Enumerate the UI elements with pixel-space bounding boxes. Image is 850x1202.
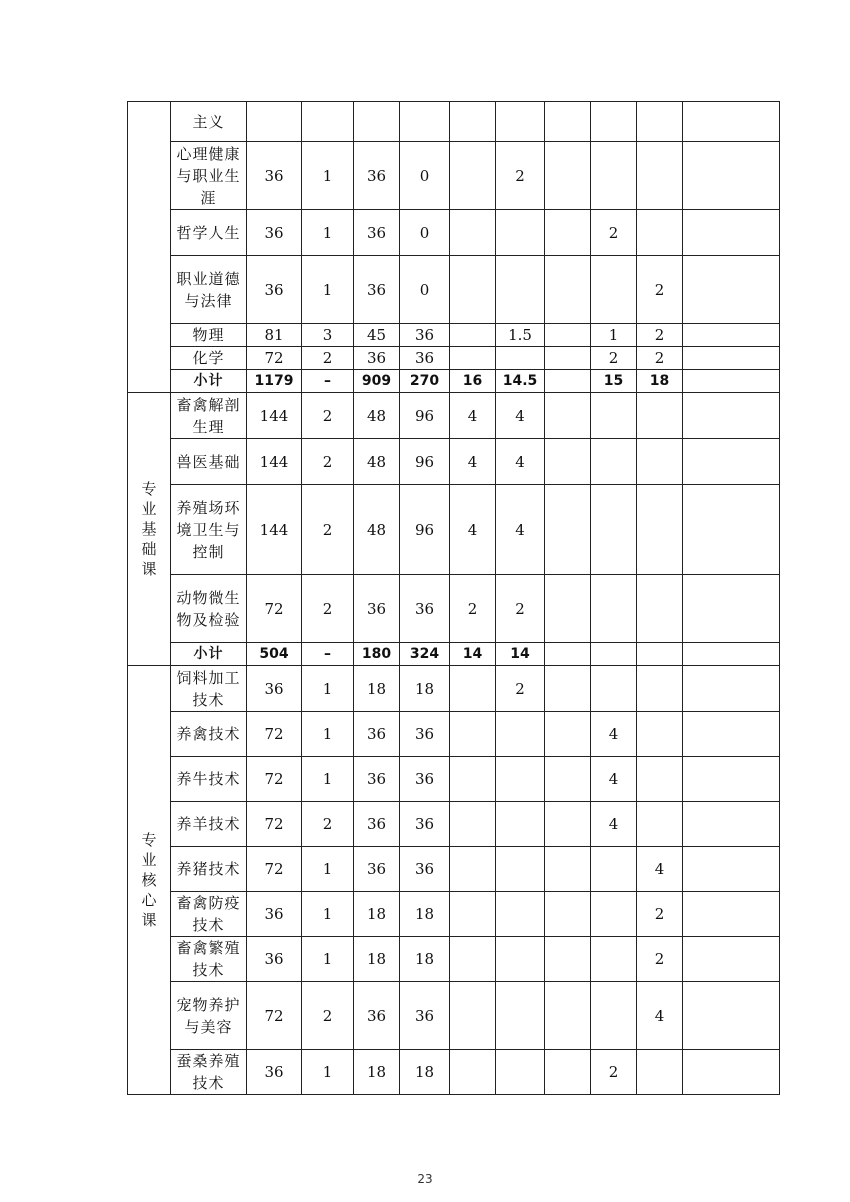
value-cell: 36 [400,982,450,1050]
value-cell [683,847,780,892]
value-cell: 0 [400,210,450,256]
value-cell: 2 [591,347,637,370]
value-cell [591,485,637,575]
value-cell [637,1050,683,1095]
value-cell [637,712,683,757]
value-cell: 36 [247,210,302,256]
value-cell: 36 [354,575,400,643]
value-cell [637,802,683,847]
value-cell [496,982,545,1050]
empty-cell [545,439,591,485]
value-cell: 4 [450,439,496,485]
table-row [128,142,780,210]
empty-cell [545,892,591,937]
course-name: 蚕桑养殖技术 [171,1050,247,1095]
value-cell [496,1050,545,1095]
value-cell [496,210,545,256]
value-cell: 36 [400,802,450,847]
value-cell: 4 [637,847,683,892]
value-cell [683,757,780,802]
value-cell [450,982,496,1050]
value-cell: 36 [400,575,450,643]
category-label: 专业核心课 [141,831,157,929]
value-cell [683,142,780,210]
value-cell: 36 [400,757,450,802]
value-cell: 14.5 [496,370,545,393]
value-cell: 504 [247,643,302,666]
course-name: 畜禽防疫技术 [171,892,247,937]
value-cell: 72 [247,712,302,757]
value-cell: 16 [450,370,496,393]
value-cell: 144 [247,485,302,575]
value-cell [591,666,637,712]
value-cell: 1 [302,210,354,256]
value-cell [496,802,545,847]
table-row [128,712,780,757]
value-cell [591,937,637,982]
empty-cell [545,393,591,439]
empty-cell [545,210,591,256]
value-cell: 1 [302,256,354,324]
category-cell [128,102,171,393]
value-cell: 1 [591,324,637,347]
course-name: 动物微生物及检验 [171,575,247,643]
value-cell [683,712,780,757]
value-cell [247,102,302,142]
value-cell [637,210,683,256]
value-cell: 2 [637,324,683,347]
category-cell [128,666,171,1095]
value-cell: 4 [496,393,545,439]
value-cell [400,102,450,142]
value-cell [683,643,780,666]
curriculum-table [127,101,780,1095]
value-cell: 45 [354,324,400,347]
value-cell: 36 [354,712,400,757]
value-cell: 1 [302,847,354,892]
value-cell: 72 [247,757,302,802]
empty-cell [545,982,591,1050]
value-cell: 2 [591,210,637,256]
value-cell: 2 [302,485,354,575]
value-cell [637,439,683,485]
value-cell [683,102,780,142]
table-row [128,982,780,1050]
value-cell: 36 [247,142,302,210]
value-cell: 36 [400,324,450,347]
value-cell: – [302,370,354,393]
value-cell: 2 [637,347,683,370]
course-name: 养禽技术 [171,712,247,757]
value-cell [496,757,545,802]
value-cell: 96 [400,439,450,485]
value-cell [591,575,637,643]
value-cell: 36 [354,802,400,847]
value-cell: 36 [400,347,450,370]
value-cell: 4 [637,982,683,1050]
value-cell [450,102,496,142]
table-body [128,102,780,1095]
value-cell: 1 [302,712,354,757]
course-name: 养猪技术 [171,847,247,892]
subtotal-row [128,370,780,393]
value-cell: 270 [400,370,450,393]
course-name: 畜禽繁殖技术 [171,937,247,982]
value-cell: 0 [400,142,450,210]
subtotal-label: 小计 [171,370,247,393]
empty-cell [545,256,591,324]
value-cell [683,439,780,485]
value-cell [450,256,496,324]
empty-cell [545,666,591,712]
course-name: 职业道德与法律 [171,256,247,324]
value-cell: 1.5 [496,324,545,347]
value-cell: 36 [400,712,450,757]
table-row [128,347,780,370]
value-cell: 1 [302,142,354,210]
value-cell: 1 [302,666,354,712]
value-cell [591,982,637,1050]
value-cell [591,847,637,892]
value-cell: 2 [496,666,545,712]
empty-cell [545,643,591,666]
value-cell [637,757,683,802]
value-cell: 72 [247,575,302,643]
value-cell: 14 [450,643,496,666]
value-cell: 18 [354,937,400,982]
value-cell: 18 [354,666,400,712]
course-name: 宠物养护与美容 [171,982,247,1050]
table-row [128,102,780,142]
value-cell: 36 [354,256,400,324]
course-name: 畜禽解剖生理 [171,393,247,439]
value-cell: 18 [354,892,400,937]
value-cell [683,937,780,982]
value-cell: 18 [400,1050,450,1095]
value-cell: 2 [302,982,354,1050]
category-label: 专业基础课 [141,480,157,578]
value-cell [450,847,496,892]
value-cell: 2 [637,892,683,937]
empty-cell [545,370,591,393]
value-cell: 36 [247,937,302,982]
value-cell [637,666,683,712]
empty-cell [545,757,591,802]
value-cell: 4 [591,712,637,757]
value-cell: – [302,643,354,666]
empty-cell [545,1050,591,1095]
empty-cell [545,937,591,982]
course-name: 养殖场环境卫生与控制 [171,485,247,575]
value-cell: 81 [247,324,302,347]
value-cell: 36 [247,892,302,937]
value-cell [450,757,496,802]
course-name: 饲料加工技术 [171,666,247,712]
value-cell [683,485,780,575]
value-cell [683,210,780,256]
category-cell [128,393,171,666]
table-row [128,937,780,982]
value-cell [683,347,780,370]
value-cell: 14 [496,643,545,666]
table-row [128,802,780,847]
value-cell [496,892,545,937]
value-cell: 4 [496,439,545,485]
value-cell: 2 [302,575,354,643]
value-cell [683,802,780,847]
value-cell [683,575,780,643]
course-name: 兽医基础 [171,439,247,485]
value-cell: 48 [354,393,400,439]
value-cell: 4 [450,393,496,439]
table-row [128,485,780,575]
empty-cell [545,802,591,847]
value-cell: 18 [400,937,450,982]
course-name: 养牛技术 [171,757,247,802]
value-cell [591,256,637,324]
table-row [128,892,780,937]
value-cell: 48 [354,439,400,485]
value-cell [354,102,400,142]
value-cell: 36 [354,982,400,1050]
value-cell [496,102,545,142]
empty-cell [545,485,591,575]
value-cell [450,937,496,982]
value-cell: 36 [400,847,450,892]
empty-cell [545,347,591,370]
value-cell: 3 [302,324,354,347]
course-name: 哲学人生 [171,210,247,256]
value-cell: 72 [247,802,302,847]
course-name: 物理 [171,324,247,347]
value-cell: 72 [247,847,302,892]
value-cell [450,1050,496,1095]
value-cell [496,712,545,757]
table-row [128,324,780,347]
value-cell: 18 [400,666,450,712]
value-cell [683,324,780,347]
course-name: 养羊技术 [171,802,247,847]
value-cell: 96 [400,485,450,575]
empty-cell [545,575,591,643]
value-cell: 36 [247,1050,302,1095]
value-cell [302,102,354,142]
course-name: 心理健康与职业生涯 [171,142,247,210]
value-cell [637,393,683,439]
value-cell: 1179 [247,370,302,393]
value-cell [450,712,496,757]
value-cell: 2 [591,1050,637,1095]
value-cell: 2 [496,575,545,643]
value-cell: 909 [354,370,400,393]
value-cell: 36 [354,210,400,256]
value-cell: 36 [354,847,400,892]
value-cell: 48 [354,485,400,575]
value-cell: 2 [637,937,683,982]
table-row [128,393,780,439]
table-row [128,439,780,485]
value-cell [637,575,683,643]
empty-cell [545,847,591,892]
value-cell [450,210,496,256]
value-cell [683,982,780,1050]
value-cell [637,643,683,666]
value-cell: 1 [302,892,354,937]
empty-cell [545,102,591,142]
value-cell: 2 [302,802,354,847]
subtotal-row [128,643,780,666]
value-cell [637,485,683,575]
value-cell: 36 [354,347,400,370]
page-number: 23 [417,1172,433,1186]
value-cell [591,142,637,210]
table-row [128,575,780,643]
empty-cell [545,712,591,757]
value-cell: 36 [247,666,302,712]
value-cell: 0 [400,256,450,324]
value-cell: 4 [496,485,545,575]
value-cell: 1 [302,1050,354,1095]
value-cell: 2 [302,393,354,439]
value-cell: 2 [302,439,354,485]
value-cell [450,802,496,847]
value-cell: 4 [450,485,496,575]
value-cell [591,439,637,485]
value-cell [637,102,683,142]
table-row [128,1050,780,1095]
value-cell [637,142,683,210]
value-cell: 180 [354,643,400,666]
table-row [128,210,780,256]
value-cell [683,892,780,937]
value-cell: 72 [247,982,302,1050]
value-cell: 1 [302,757,354,802]
value-cell: 4 [591,757,637,802]
value-cell: 144 [247,393,302,439]
value-cell [496,256,545,324]
value-cell: 144 [247,439,302,485]
value-cell [683,1050,780,1095]
subtotal-label: 小计 [171,643,247,666]
value-cell: 18 [354,1050,400,1095]
course-name: 化学 [171,347,247,370]
table-row [128,256,780,324]
empty-cell [545,324,591,347]
value-cell: 2 [496,142,545,210]
value-cell [591,643,637,666]
value-cell: 18 [400,892,450,937]
empty-cell [545,142,591,210]
value-cell: 72 [247,347,302,370]
value-cell: 18 [637,370,683,393]
value-cell: 96 [400,393,450,439]
value-cell: 36 [354,142,400,210]
value-cell [496,847,545,892]
value-cell [683,666,780,712]
value-cell [450,142,496,210]
value-cell [450,892,496,937]
value-cell: 324 [400,643,450,666]
value-cell [496,347,545,370]
value-cell [496,937,545,982]
value-cell [450,347,496,370]
value-cell: 36 [247,256,302,324]
value-cell [450,666,496,712]
value-cell [591,102,637,142]
value-cell [591,393,637,439]
value-cell: 15 [591,370,637,393]
value-cell [450,324,496,347]
value-cell: 2 [450,575,496,643]
value-cell: 2 [302,347,354,370]
value-cell [683,256,780,324]
value-cell: 1 [302,937,354,982]
value-cell [683,370,780,393]
value-cell: 36 [354,757,400,802]
table-row [128,847,780,892]
table-row [128,666,780,712]
course-name: 主义 [171,102,247,142]
value-cell [683,393,780,439]
table-row [128,757,780,802]
value-cell: 4 [591,802,637,847]
value-cell [591,892,637,937]
value-cell: 2 [637,256,683,324]
